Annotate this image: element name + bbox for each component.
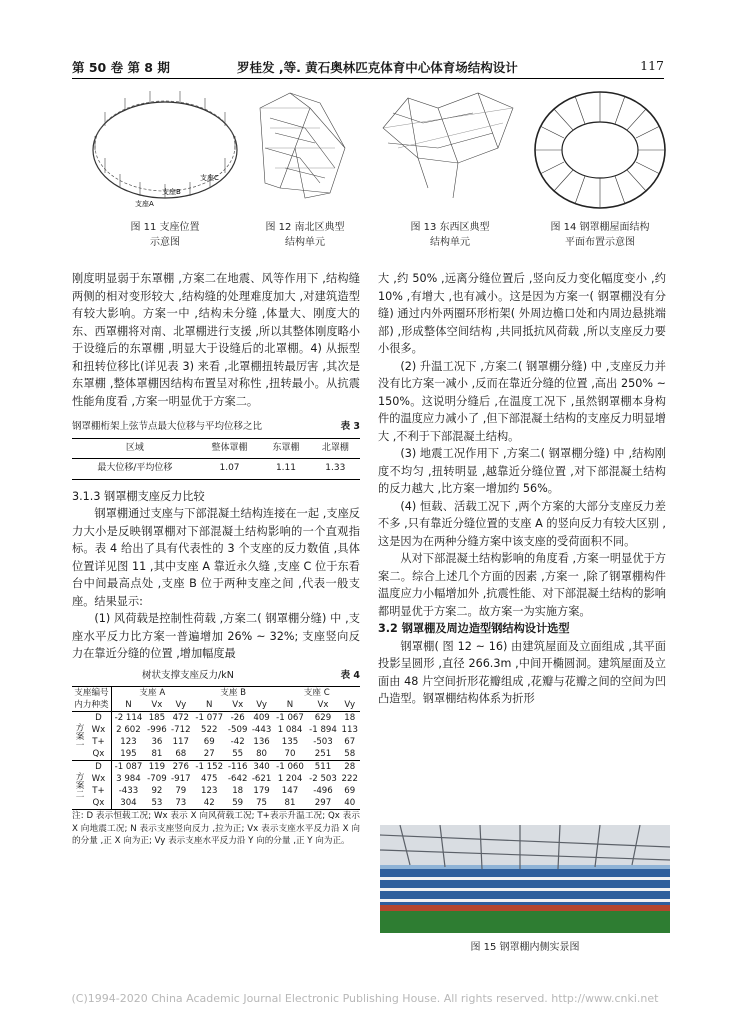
paragraph: (4) 恒载、活载工况下 ,两个方案的大部分支座反力差不多 ,只有靠近分缝位置的支座 A 的竖向反力有较大区别 ,这是因为在两种分缝方案中该支座的受荷面积不同。 <box>378 499 666 548</box>
label-support-b: 支座B <box>162 188 181 196</box>
table-row: Qx 304 53 73 42 59 75 81 297 40 <box>72 797 360 810</box>
section-heading-3-2: 3.2 钢罩棚及周边造型钢结构设计选型 <box>378 622 570 635</box>
roof-plan-drawing <box>530 88 670 213</box>
label-support-a: 支座A <box>135 200 154 208</box>
table-3-caption: 钢罩棚桁架上弦节点最大位移与平均位移之比 表 3 <box>72 421 360 432</box>
table-4: 支座编号 支座 A 支座 B 支座 C 内力种类 N Vx Vy N Vx Vy N Vx Vy 方案一 D -2 114 185 472 -1 077 -26 409 -1 067 629 18 Wx 2 602 -996 -712 522 -509 -443 1 084 -1 894 113 T+ 123 36 117 69 -42 136 135 -503 67 Qx 195 81 68 27 55 80 70 251 58 方案二 D -1 087 119 276 -1 152 -116 340 -1 060 511 28 Wx 3 984 -709 -917 475 -642 -621 1 204 -2 503 222 T+ -433 92 79 123 18 179 147 -496 69 Qx 304 53 73 42 59 75 81 297 40 <box>72 686 360 810</box>
page-number: 117 <box>640 58 664 73</box>
table-4-caption: 树状支撑支座反力/kN 表 4 <box>142 669 360 681</box>
journal-issue: 第 50 卷 第 8 期 <box>72 60 170 75</box>
figure-11-caption: 图 11 支座位置 示意图 <box>130 222 200 248</box>
table-row: Qx 195 81 68 27 55 80 70 251 58 <box>72 748 360 761</box>
stadium-interior-photo <box>380 825 670 933</box>
table-3: 区域 整体罩棚 东罩棚 北罩棚 最大位移/平均位移 1.07 1.11 1.33 <box>72 438 360 480</box>
support-ellipse-drawing <box>80 88 250 213</box>
paragraph: 刚度明显弱于东罩棚 ,方案二在地震、风等作用下 ,结构缝两侧的相对变形较大 ,结构缝的处理难度加大 ,对建筑造型有较大影响。方案一中 ,结构未分缝 ,体量大、刚度大的东、西罩棚将对南、北罩棚进行支援 ,所以其整体刚度略小于设缝后的东罩棚 ,明显大于设缝后的北罩棚。4) 从振型和扭转位移比(详见表 3) 来看 ,北罩棚扭转最厉害 ,其次是东罩棚 ,整体罩棚因结构布置呈对称性 ,扭转最小。从抗震性能角度看 ,方案一明显优于方案二。 <box>72 272 360 408</box>
figure-13-caption: 图 13 东西区典型 结构单元 <box>410 222 490 248</box>
figure-12-caption: 图 12 南北区典型 结构单元 <box>265 222 345 248</box>
paragraph: 从对下部混凝土结构影响的角度看 ,方案一明显优于方案二。综合上述几个方面的因素 ,方案一 ,除了钢罩棚构件温度应力小幅增加外 ,抗震性能、对下部混凝土结构的影响都明显优于方案二。故方案一为实施方案。 <box>378 552 666 618</box>
scheme-label: 方案二 <box>72 761 86 810</box>
paragraph: (3) 地震工况作用下 ,方案二( 钢罩棚分缝) 中 ,结构刚度不均匀 ,扭转明显 ,越靠近分缝位置 ,对下部混凝土结构的反力越大 ,比方案一增加约 56%。 <box>378 447 666 495</box>
figure-15-caption: 图 15 钢罩棚内侧实景图 <box>470 942 580 953</box>
figure-12 <box>250 88 365 213</box>
figure-14 <box>530 88 670 213</box>
figure-13 <box>378 88 518 213</box>
paragraph: (1) 风荷载是控制性荷载 ,方案二( 钢罩棚分缝) 中 ,支座水平反力比方案一普遍增加 26% ~ 32%; 支座竖向反力在靠近分缝的位置 ,增加幅度最 <box>72 612 360 660</box>
paragraph: 钢罩棚通过支座与下部混凝土结构连接在一起 ,支座反力大小是反映钢罩棚对下部混凝土结构影响的一个直观指标。表 4 给出了具有代表性的 3 个支座的反力数值 ,具体位置详见图 11 ,其中支座 A 靠近永久缝 ,支座 C 位于东看台中间最高点处 ,支座 B 位于两种支座之间 ,代表一般支座。结果显示: <box>72 507 360 608</box>
scheme-label: 方案一 <box>72 712 86 761</box>
right-column <box>378 270 666 708</box>
ns-unit-drawing <box>250 88 365 213</box>
copyright-footer: (C)1994-2020 China Academic Journal Electronic Publishing House. All rights reserved. http://www.cnki.net <box>71 992 659 1005</box>
figure-14-caption: 图 14 钢罩棚屋面结构 平面布置示意图 <box>550 222 650 248</box>
left-column <box>72 270 360 848</box>
ew-unit-drawing <box>378 88 518 213</box>
paragraph: 钢罩棚( 图 12 ~ 16) 由建筑屋面及立面组成 ,其平面投影呈圆形 ,直径 266.3m ,中间开椭圆洞。建筑屋面及立面由 48 片空间折形花瓣组成 ,花瓣与花瓣之间的空间为凹凸造型。钢罩棚结构体系为折形 <box>378 639 666 705</box>
table-row: Wx 2 602 -996 -712 522 -509 -443 1 084 -1 894 113 <box>72 724 360 736</box>
paragraph: (2) 升温工况下 ,方案二( 钢罩棚分缝) 中 ,支座反力并没有比方案一减小 ,反而在靠近分缝的位置 ,高出 250% ~ 150%。这说明分缝后 ,在温度工况下 ,虽然钢罩棚本身构件的温度应力减小了 ,但下部混凝土结构的支座反力明显增大 ,不利于下部混凝土结构。 <box>378 359 666 443</box>
table-row: 方案二 D -1 087 119 276 -1 152 -116 340 -1 060 511 28 <box>72 761 360 774</box>
paragraph: 大 ,约 50% ,远离分缝位置后 ,竖向反力变化幅度变小 ,约 10% ,有增大 ,也有减小。这是因为方案一( 钢罩棚没有分缝) 通过内外两圈环形桁架( 外周边檐口处和内周边悬挑端部) ,形成整体空间结构 ,共同抵抗风荷载 ,所以支座反力要小很多。 <box>378 272 666 355</box>
label-support-c: 支座C <box>200 174 219 182</box>
running-header <box>72 56 664 79</box>
figure-11 <box>80 88 250 213</box>
table-row: Wx 3 984 -709 -917 475 -642 -621 1 204 -2 503 222 <box>72 773 360 785</box>
table-row: 方案一 D -2 114 185 472 -1 077 -26 409 -1 067 629 18 <box>72 712 360 725</box>
table-4-note: 注: D 表示恒载工况; Wx 表示 X 向风荷载工况; T+表示升温工况; Qx 表示 X 向地震工况; N 表示支座竖向反力 ,拉为正; Vx 表示支座水平反力沿 X 向的分量 ,正 X 向为正; Vy 表示支座水平反力沿 Y 向的分量 ,正 Y 向为正。 <box>72 811 360 846</box>
table-row: T+ 123 36 117 69 -42 136 135 -503 67 <box>72 736 360 748</box>
table-row: T+ -433 92 79 123 18 179 147 -496 69 <box>72 785 360 797</box>
article-title-header: 罗桂发 ,等. 黄石奥林匹克体育中心体育场结构设计 <box>237 60 518 75</box>
section-heading-3-1-3: 3.1.3 钢罩棚支座反力比较 <box>72 489 205 503</box>
